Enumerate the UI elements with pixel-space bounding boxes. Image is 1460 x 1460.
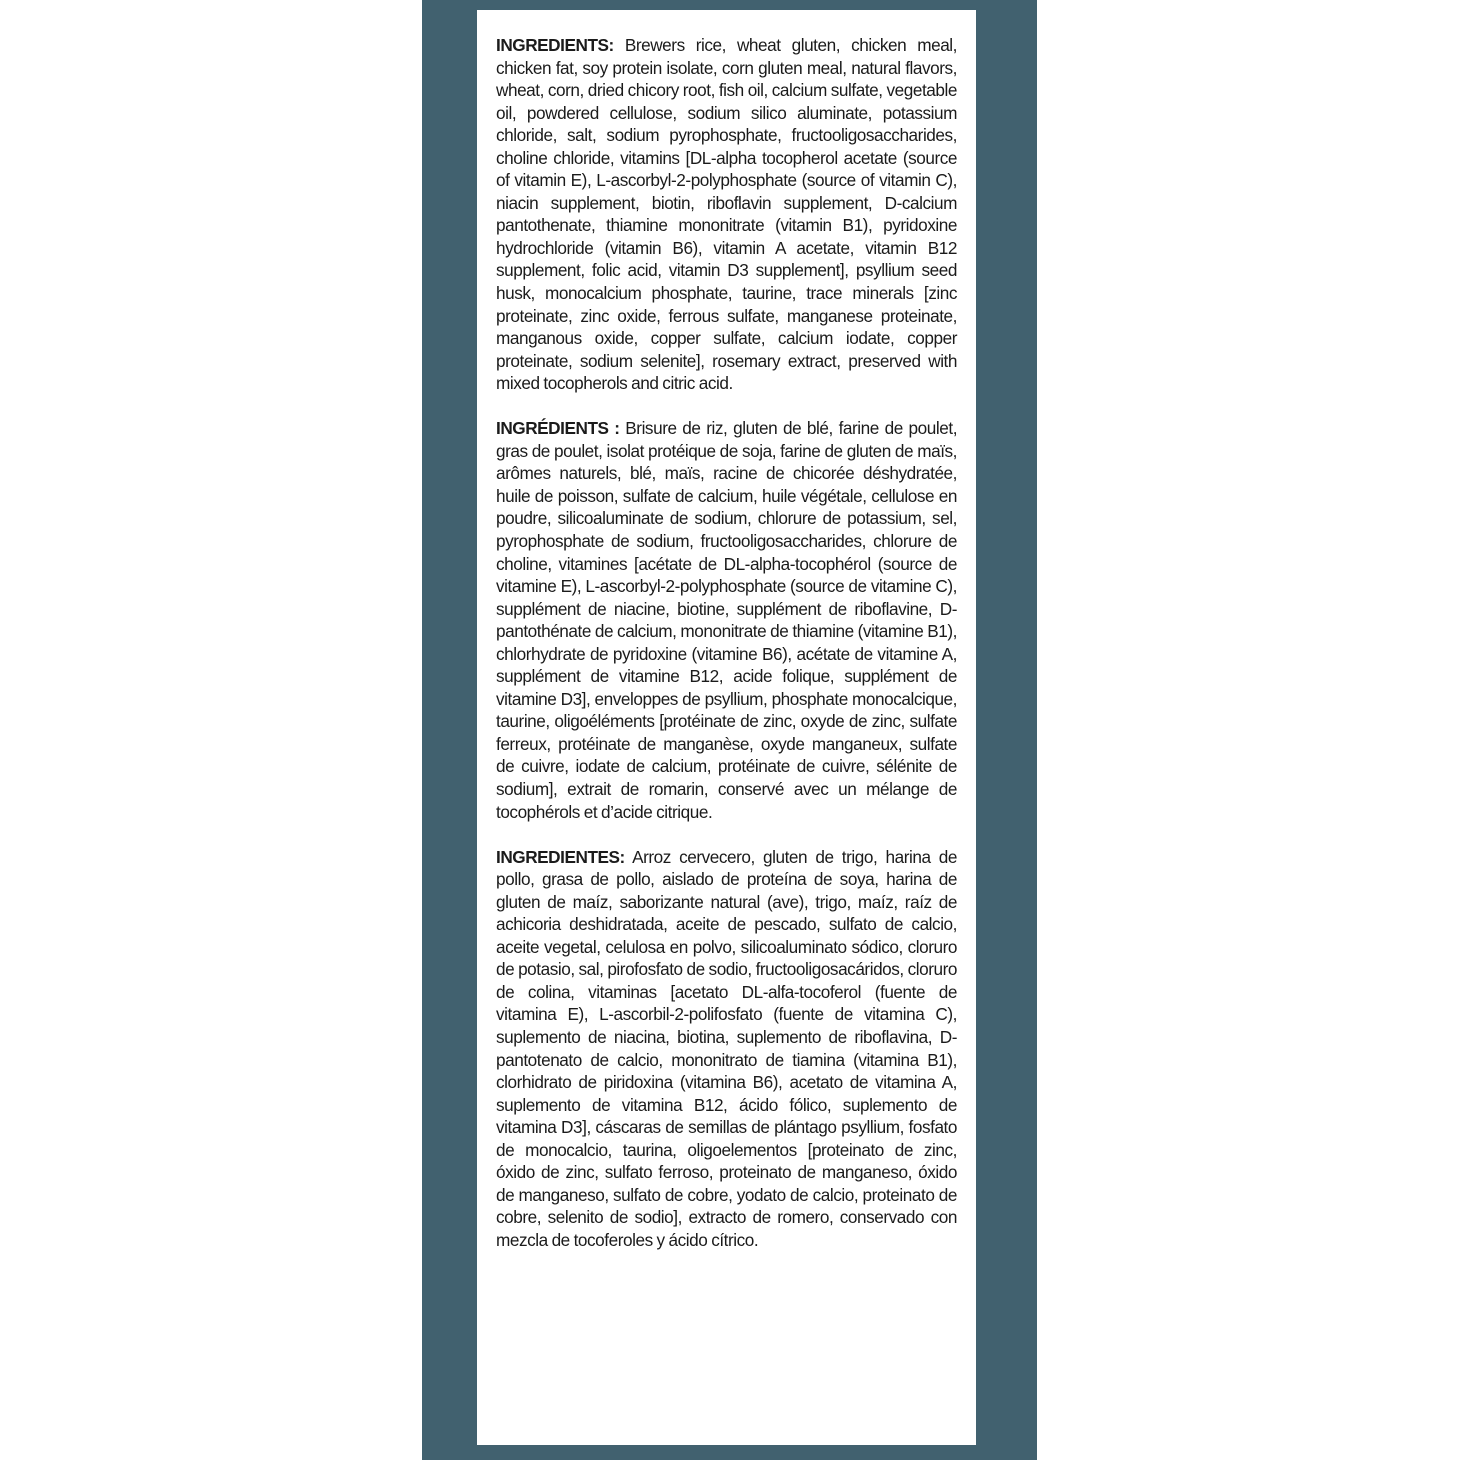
ingredients-label-spanish: INGREDIENTES: bbox=[496, 846, 625, 867]
ingredients-label-french: INGRÉDIENTS : bbox=[496, 418, 620, 439]
ingredients-french bbox=[496, 417, 957, 823]
ingredients-spanish bbox=[496, 846, 957, 1252]
ingredients-panel bbox=[477, 10, 976, 1445]
ingredients-text-french: Brisure de riz, gluten de blé, farine de poulet, gras de poulet, isolat protéique de soja, farine de gluten de maïs, arômes naturels, blé, maïs, racine de chicorée déshydratée, huile de poisson, sulfate de calcium, huile végétale, cellulose en poudre, silicoaluminate de sodium, chlorure de potassium, sel, pyrophosphate de sodium, fructooligosaccharides, chlorure de choline, vitamines [acétate de DL-alpha-tocophérol (source de vitamine E), L-ascorbyl-2-polyphosphate (source de vitamine C), supplément de niacine, biotine, supplément de riboflavine, D-pantothénate de calcium, mononitrate de thiamine (vitamine B1), chlorhydrate de pyridoxine (vitamine B6), acétate de vitamine A, supplément de vitamine B12, acide folique, supplément de vitamine D3], enveloppes de psyllium, phosphate monocalcique, taurine, oligoéléments [protéinate de zinc, oxyde de zinc, sulfate ferreux, protéinate de manganèse, oxyde manganeux, sulfate de cuivre, iodate de calcium, protéinate de cuivre, sélénite de sodium], extrait de romarin, conservé avec un mélange de tocophérols et d’acide citrique. bbox=[496, 418, 958, 822]
ingredients-text-spanish: Arroz cervecero, gluten de trigo, harina de pollo, grasa de pollo, aislado de proteína de soya, harina de gluten de maíz, saborizante natural (ave), trigo, maíz, raíz de achicoria deshidratada, aceite de pescado, sulfato de calcio, aceite vegetal, celulosa en polvo, silicoaluminato sódico, cloruro de potasio, sal, pirofosfato de sodio, fructooligosacáridos, cloruro de colina, vitaminas [acetato DL-alfa-tocoferol (fuente de vitamina E), L-ascorbil-2-polifosfato (fuente de vitamina C), suplemento de niacina, biotina, suplemento de riboflavina, D-pantotenato de calcio, mononitrato de tiamina (vitamina B1), clorhidrato de piridoxina (vitamina B6), acetato de vitamina A, suplemento de vitamina B12, ácido fólico, suplemento de vitamina D3], cáscaras de semillas de plántago psyllium, fosfato de monocalcio, taurina, oligoelementos [proteinato de zinc, óxido de zinc, sulfato ferroso, proteinato de manganeso, óxido de manganeso, sulfato de cobre, yodato de calcio, proteinato de cobre, selenito de sodio], extracto de romero, conservado con mezcla de tocoferoles y ácido cítrico. bbox=[496, 846, 957, 1250]
ingredients-content bbox=[496, 34, 957, 1251]
ingredients-english bbox=[496, 34, 957, 395]
ingredients-label-english: INGREDIENTS: bbox=[496, 35, 614, 55]
label-frame bbox=[422, 0, 1037, 1460]
ingredients-text-english: Brewers rice, wheat gluten, chicken meal, chicken fat, soy protein isolate, corn gluten meal, natural flavors, wheat, corn, dried chicory root, fish oil, calcium sulfate, vegetable oil, powdered cellulose, sodium silico aluminate, potassium chloride, salt, sodium pyrophosphate, fructooligosaccharides, choline chloride, vitamins [DL-alpha tocopherol acetate (source of vitamin E), L-ascorbyl-2-polyphosphate (source of vitamin C), niacin supplement, biotin, riboflavin supplement, D-calcium pantothenate, thiamine mononitrate (vitamin B1), pyridoxine hydrochloride (vitamin B6), vitamin A acetate, vitamin B12 supplement, folic acid, vitamin D3 supplement], psyllium seed husk, monocalcium phosphate, taurine, trace minerals [zinc proteinate, zinc oxide, ferrous sulfate, manganese proteinate, manganous oxide, copper sulfate, calcium iodate, copper proteinate, sodium selenite], rosemary extract, preserved with mixed tocopherols and citric acid. bbox=[496, 35, 957, 394]
